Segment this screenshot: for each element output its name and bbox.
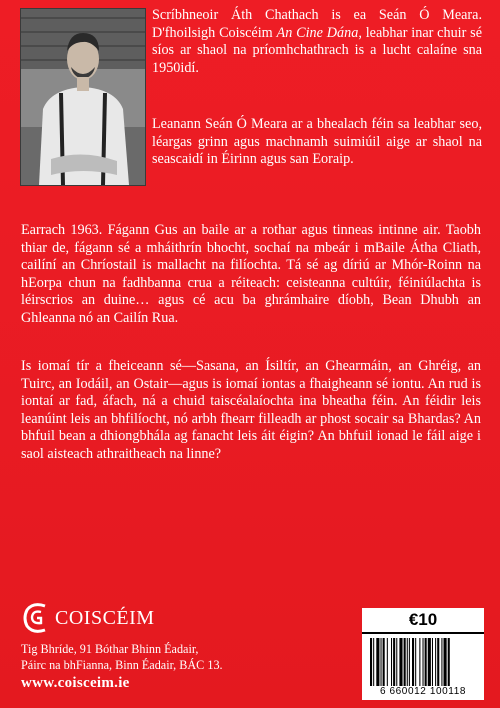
publisher-address (21, 642, 271, 673)
paragraph1-text: Earrach 1963. Fágann Gus an baile ar a rothar agus tinneas intinne air. Taobh thiar de, fágann sé a mháithrín bhocht, sochaí na mbeár i mBaile Átha Cliath, cailíní an Chríostail is mallacht na filíochta. Tá sé ag díriú ar Mhór-Roinn na hEorpa chun na fadhbanna crua a réiteach: ceisteanna cultúir, féiniúlachta is léirscrios an duine… agus cé acu ba ghrámhaire díobh, Bean Dhubh an Ghleanna nó an Cailín Rua. (21, 222, 481, 326)
blurb-paragraph-2 (21, 358, 481, 464)
barcode-digits: 6 660012 100118 (379, 686, 467, 697)
book-title-reference: An Cine Dána (276, 24, 359, 41)
address-line-2: Páirc na bhFianna, Binn Éadair, BÁC 13. (21, 657, 223, 672)
address-line-1: Tig Bhríde, 91 Bóthar Bhinn Éadair, (21, 642, 199, 656)
author-portrait-image (21, 9, 145, 185)
barcode-image (368, 638, 478, 686)
bio-line2: , leabhar inar chuir sé síos ar shaol na príomhchathrach is a lucht calaíne sna 1950idí. (152, 24, 482, 76)
publisher-website: www.coisceim.ie (21, 675, 130, 691)
author-bio-continued (152, 116, 482, 169)
author-bio (152, 7, 482, 77)
blurb-paragraph-1 (21, 222, 481, 328)
publisher-logo (21, 598, 271, 638)
publisher-name: COISCÉIM (55, 606, 155, 629)
bio-line1: Scríbhneoir Áth Chathach is ea Seán Ó Meara. D'fhoilsigh Coiscéim (152, 7, 482, 41)
barcode-panel (362, 608, 484, 700)
author-photo (20, 8, 146, 186)
bio2-text: Leanann Seán Ó Meara ar a bhealach féin sa leabhar seo, léargas grinn agus machnamh suimiúil aige ar shaol na seascaidí in Éirinn agus san Eoraip. (152, 116, 482, 168)
price-label: €10 (362, 608, 484, 634)
paragraph2-text: Is iomaí tír a fheiceann sé—Sasana, an Ísiltír, an Ghearmáin, an Ghréig, an Tuirc, an Iodáil, an Ostair—agus is iomaí iontas a fhaigheann sé iontu. An rud is iontaí ar fad, áfach, ná a chuid taiscéalaíochta ina bheatha féin. An féidir leis leanúint leis an bhfilíocht, nó arbh fhearr filleadh ar phost socair sa Bhardas? An bhfuil bean a dhiongbhála ag fanacht leis áit éigin? An bhfuil ionad le fáil aige i saol aisteach athraitheach na linne? (21, 358, 481, 462)
publisher-block (21, 598, 271, 698)
coisceim-logo-icon (21, 600, 51, 636)
